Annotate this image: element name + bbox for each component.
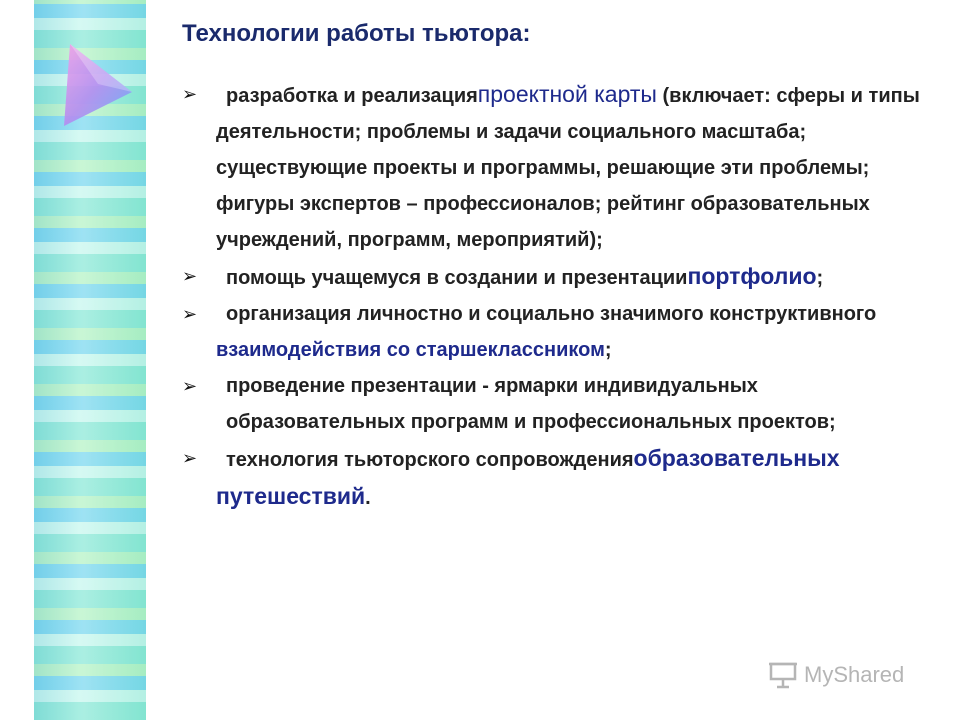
item-text-continued: ;: [816, 267, 824, 289]
arrow-bullet-icon: ➢: [182, 84, 198, 104]
arrow-bullet-icon: ➢: [182, 448, 198, 468]
item-highlight: проектной карты: [477, 81, 657, 107]
watermark-text: MyShared: [804, 662, 905, 687]
watermark: [768, 660, 904, 690]
bullet-list: [182, 76, 922, 516]
triangle-decoration-icon: [58, 40, 138, 130]
item-text: помощь учащемуся в создании и презентации: [226, 267, 688, 289]
list-item: [182, 368, 922, 440]
arrow-bullet-icon: ➢: [182, 376, 198, 396]
presentation-board-icon: [768, 661, 798, 689]
item-highlight: образовательных путешествий: [216, 445, 840, 509]
list-item: [182, 76, 922, 258]
item-text: организация личностно и социально значимого конструктивного: [226, 303, 877, 325]
item-highlight: взаимодействия со старшеклассником: [216, 339, 605, 361]
list-item: [182, 440, 922, 516]
slide-title: Технологии работы тьютора:: [182, 20, 531, 47]
item-text-continued: .: [365, 487, 371, 509]
item-text-continued: ;: [604, 339, 612, 361]
arrow-bullet-icon: ➢: [182, 266, 198, 286]
item-text: разработка и реализация: [226, 85, 478, 107]
item-text: технология тьюторского сопровождения: [226, 449, 634, 471]
item-text: проведение презентации - ярмарки индивидуальных образовательных программ и профессиональных проектов;: [226, 375, 836, 433]
item-highlight: портфолио: [687, 263, 817, 289]
list-item: [182, 296, 922, 368]
list-item: [182, 258, 922, 296]
arrow-bullet-icon: ➢: [182, 304, 198, 324]
item-text-continued: (включает: сферы и типы деятельности; проблемы и задачи социального масштаба; существующие проекты и программы, решающие эти проблемы; фигуры экспертов – профессионалов; рейтинг образовательных учреждений, программ, мероприятий);: [216, 85, 920, 251]
